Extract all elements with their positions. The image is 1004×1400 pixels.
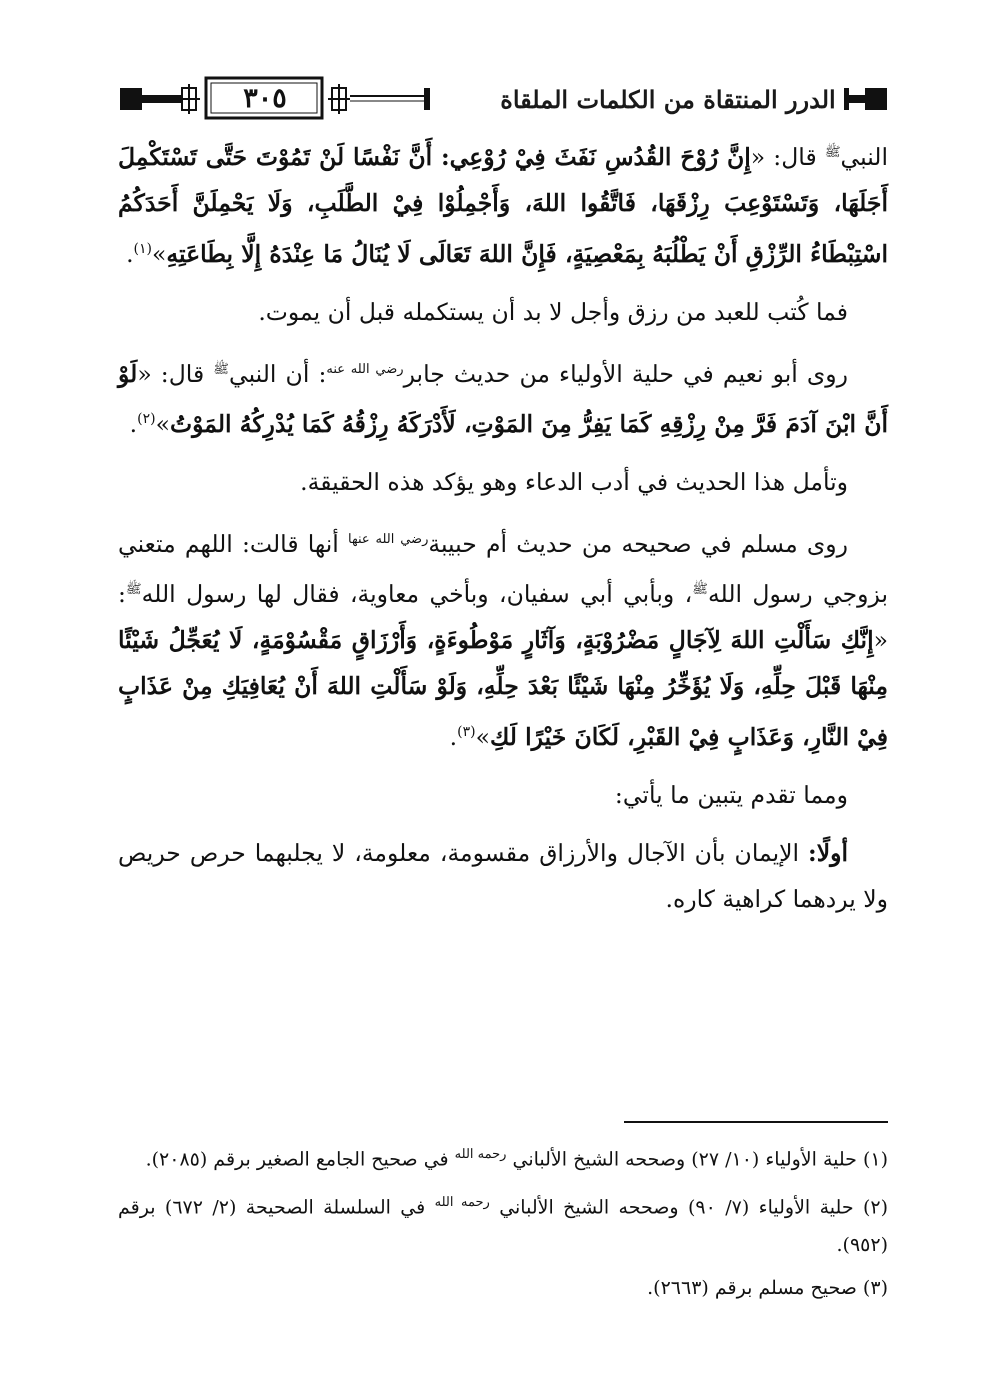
paragraph-7 — [118, 830, 888, 922]
footnote-2-text: (٢) حلية الأولياء (٧/ ٩٠) وصححه الشيخ الألباني — [499, 1196, 889, 1219]
page-header — [118, 74, 888, 124]
point-one-text: الإيمان بأن الآجال والأرزاق مقسومة، معلومة، لا يجلبهما حرص حريص ولا يردهما كراهية كاره. — [118, 838, 888, 913]
footnote-separator — [624, 1121, 888, 1123]
book-title: الدرر المنتقاة من الكلمات الملقاة — [500, 84, 836, 114]
footnote-ref-1: (١) — [133, 240, 153, 257]
hadith-text-2: لَوْ أَنَّ ابْنَ آدَمَ فَرَّ مِنْ رِزْقِهِ كَمَا يَفِرُّ مِنَ المَوْتِ، لَأَدْرَكَهُ رِزْقُهُ كَمَا يُدْرِكُهُ المَوْتُ — [118, 359, 888, 439]
paragraph-2: فما كُتب للعبد من رزق وأجل لا بد أن يستكمله قبل أن يموت. — [258, 297, 848, 326]
paragraph-6: ومما تقدم يتبين ما يأتي: — [614, 780, 848, 809]
footnote-1-text: (١) حلية الأولياء (١٠/ ٢٧) وصححه الشيخ الألباني — [512, 1148, 888, 1171]
hadith-text-3: إِنَّكِ سَأَلْتِ اللهَ لِآجَالٍ مَضْرُوْبَةٍ، وَآثَارٍ مَوْطُوءَةٍ، وَأَرْزَاقٍ مَقْسُوْمَةٍ، لَا يُعَجِّلُ شَيْئًا مِنْهَا قَبْلَ حِلِّهِ، وَلَا يُؤَخِّرُ مِنْهَا شَيْئًا بَعْدَ حِلِّهِ، وَلَوْ سَأَلْتِ اللهَ أَنْ يُعَافِيَكِ مِنْ عَذَابٍ فِيْ النَّارِ، وَعَذَابٍ فِيْ القَبْرِ، لَكَانَ خَيْرًا لَكِ — [118, 625, 888, 751]
right-square-ornament — [865, 88, 887, 110]
radiallah-honorific: رضي الله عنها — [348, 532, 429, 548]
paragraph-5-mid2: ، وبأبي أبي سفيان، وبأخي معاوية، فقال لها رسول الله — [141, 579, 693, 608]
paragraph-3 — [118, 347, 888, 448]
footnote-1 — [118, 1136, 888, 1178]
left-square-ornament — [120, 88, 142, 110]
footnote-ref-2: (٢) — [137, 411, 156, 428]
paragraph-5-mid1: أنها قالت: اللهم متعني بزوجي رسول الله — [118, 530, 888, 608]
radiallah-honorific: رضي الله عنه — [326, 361, 404, 377]
left-knot-ornament — [178, 84, 200, 114]
footnotes — [118, 1136, 888, 1313]
paragraph-5-said: : « — [118, 579, 888, 654]
paragraph-5-lead: روى مسلم في صحيحه من حديث أم حبيبة — [428, 530, 848, 559]
paragraph-end: . — [129, 410, 138, 439]
footnote-1-rest: في صحيح الجامع الصغير برقم (٢٠٨٥). — [145, 1148, 455, 1171]
footnote-ref-3: (٣) — [457, 723, 476, 740]
paragraph-1-said: قال: « — [750, 142, 825, 171]
paragraph-1 — [118, 130, 888, 277]
footnote-2-rest: في السلسلة الصحيحة (٢/ ٦٧٢) برقم (٩٥٢). — [118, 1196, 888, 1256]
paragraph-3-lead: روى أبو نعيم في حلية الأولياء من حديث جابر — [403, 359, 848, 388]
salawat-honorific: ﷺ — [692, 582, 708, 598]
salawat-honorific: ﷺ — [125, 582, 142, 598]
footnote-3: (٣) صحيح مسلم برقم (٢٦٦٣). — [647, 1276, 888, 1299]
quote-close: » — [152, 239, 167, 268]
main-text — [118, 130, 888, 934]
paragraph-3-mid: : أن النبي — [229, 359, 327, 388]
paragraph-end: . — [126, 239, 134, 268]
footnote-2 — [118, 1184, 888, 1263]
quote-close: » — [475, 722, 490, 751]
paragraph-3-said: قال: « — [137, 359, 214, 388]
right-knot-ornament — [328, 84, 350, 114]
paragraph-5 — [118, 517, 888, 759]
paragraph-4: وتأمل هذا الحديث في أدب الدعاء وهو يؤكد هذه الحقيقة. — [300, 468, 848, 497]
paragraph-1-lead: النبي — [840, 142, 888, 171]
rahimahullah-honorific: رحمه الله — [454, 1147, 507, 1162]
rahimahullah-honorific: رحمه الله — [434, 1195, 490, 1211]
paragraph-end: . — [449, 722, 458, 751]
point-one-label: أولًا: — [808, 838, 848, 867]
hadith-text-1: إِنَّ رُوْحَ القُدُسِ نَفَثَ فِيْ رُوْعِي: أَنَّ نَفْسًا لَنْ تَمُوْتَ حَتَّى تَسْتَكْمِلَ أَجَلَهَا، وَتَسْتَوْعِبَ رِزْقَهَا، فَاتَّقُوا اللهَ، وَأَجْمِلُوْا فِيْ الطَّلَبِ، وَلَا يَحْمِلَنَّ أَحَدَكُمُ اسْتِبْطَاءُ الرِّزْقِ أَنْ يَطْلُبَهُ بِمَعْصِيَةٍ، فَإِنَّ اللهَ تَعَالَى لَا يُنَالُ مَا عِنْدَهُ إِلَّا بِطَاعَتِهِ — [118, 142, 888, 268]
salawat-honorific: ﷺ — [213, 361, 229, 377]
page-number: ٣٠٥ — [243, 82, 287, 114]
quote-close: » — [155, 410, 171, 439]
salawat-honorific: ﷺ — [824, 145, 841, 160]
